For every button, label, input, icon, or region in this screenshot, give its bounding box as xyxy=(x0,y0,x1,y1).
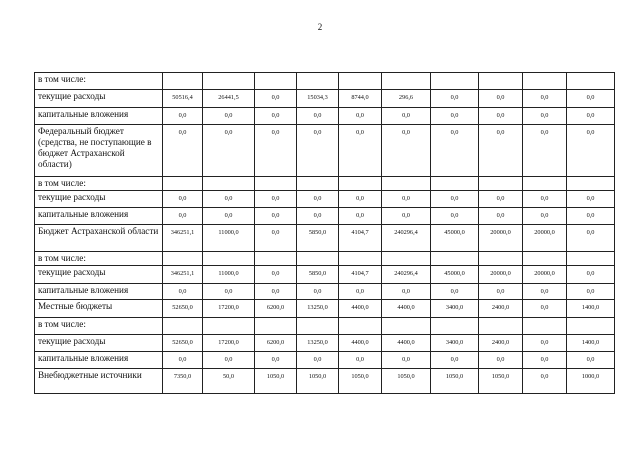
table-cell xyxy=(297,177,339,191)
table-cell: 0,0 xyxy=(567,125,615,177)
table-cell: 0,0 xyxy=(255,225,297,252)
row-label: Внебюджетные источники xyxy=(35,369,163,394)
table-cell: 20000,0 xyxy=(479,225,523,252)
table-cell: 11000,0 xyxy=(203,225,255,252)
table-cell: 0,0 xyxy=(523,335,567,352)
table-cell: 0,0 xyxy=(297,352,339,369)
table-cell xyxy=(431,177,479,191)
table-cell xyxy=(431,318,479,335)
table-cell: 0,0 xyxy=(297,108,339,125)
table-cell: 0,0 xyxy=(203,352,255,369)
table-cell xyxy=(523,73,567,90)
table-cell: 8744,0 xyxy=(339,90,382,108)
table-cell xyxy=(339,252,382,266)
table-cell xyxy=(479,177,523,191)
table-row xyxy=(35,73,615,90)
table-cell: 0,0 xyxy=(567,284,615,300)
table-cell: 0,0 xyxy=(255,352,297,369)
row-label: Федеральный бюджет (средства, не поступающие в бюджет Астраханской области) xyxy=(35,125,163,177)
table-cell: 1050,0 xyxy=(255,369,297,394)
table-cell: 0,0 xyxy=(431,125,479,177)
table-cell: 4104,7 xyxy=(339,266,382,284)
table-cell: 0,0 xyxy=(567,108,615,125)
table-cell: 0,0 xyxy=(523,90,567,108)
table-cell: 0,0 xyxy=(255,266,297,284)
table-cell: 1400,0 xyxy=(567,335,615,352)
table-cell xyxy=(297,73,339,90)
table-cell: 0,0 xyxy=(382,284,431,300)
table-cell: 4400,0 xyxy=(339,300,382,318)
table-cell: 0,0 xyxy=(567,266,615,284)
table-cell: 20000,0 xyxy=(523,225,567,252)
table-cell: 52650,0 xyxy=(163,300,203,318)
table-cell: 0,0 xyxy=(297,191,339,208)
table-cell: 0,0 xyxy=(163,284,203,300)
table-cell: 0,0 xyxy=(255,284,297,300)
table-row xyxy=(35,177,615,191)
table-cell xyxy=(255,252,297,266)
table-cell xyxy=(339,177,382,191)
table-cell: 0,0 xyxy=(523,284,567,300)
table-cell: 4400,0 xyxy=(382,300,431,318)
table-cell: 0,0 xyxy=(339,352,382,369)
table-cell xyxy=(163,73,203,90)
table-cell: 346251,1 xyxy=(163,225,203,252)
table-cell: 0,0 xyxy=(203,108,255,125)
table-row xyxy=(35,266,615,284)
table-cell: 240296,4 xyxy=(382,225,431,252)
table-cell: 7350,0 xyxy=(163,369,203,394)
table-cell xyxy=(523,318,567,335)
table-cell xyxy=(255,73,297,90)
table-cell: 1000,0 xyxy=(567,369,615,394)
table-cell: 0,0 xyxy=(567,191,615,208)
table-cell: 0,0 xyxy=(339,191,382,208)
table-cell xyxy=(567,252,615,266)
table-cell: 0,0 xyxy=(255,208,297,225)
table-cell: 0,0 xyxy=(431,284,479,300)
table-cell: 4400,0 xyxy=(339,335,382,352)
table-row xyxy=(35,252,615,266)
table-cell: 0,0 xyxy=(255,90,297,108)
table-cell: 1050,0 xyxy=(382,369,431,394)
table-cell: 0,0 xyxy=(479,208,523,225)
table-cell: 0,0 xyxy=(382,208,431,225)
table-cell: 45000,0 xyxy=(431,225,479,252)
table-row xyxy=(35,300,615,318)
table-cell xyxy=(163,252,203,266)
table-cell: 26441,5 xyxy=(203,90,255,108)
table-cell: 0,0 xyxy=(567,208,615,225)
table-cell: 0,0 xyxy=(382,125,431,177)
table-cell: 0,0 xyxy=(567,225,615,252)
table-cell: 45000,0 xyxy=(431,266,479,284)
table-cell: 0,0 xyxy=(382,108,431,125)
table-cell: 5850,0 xyxy=(297,225,339,252)
table-cell: 6200,0 xyxy=(255,300,297,318)
table-cell: 0,0 xyxy=(479,284,523,300)
table-cell: 0,0 xyxy=(479,108,523,125)
table-row xyxy=(35,369,615,394)
table-cell xyxy=(339,73,382,90)
table-cell: 0,0 xyxy=(163,125,203,177)
row-label: текущие расходы xyxy=(35,335,163,352)
table-cell: 0,0 xyxy=(255,191,297,208)
table-cell xyxy=(523,252,567,266)
table-cell: 0,0 xyxy=(523,191,567,208)
table-row xyxy=(35,191,615,208)
table-cell xyxy=(203,252,255,266)
table-cell xyxy=(203,73,255,90)
table-cell: 240296,4 xyxy=(382,266,431,284)
table-cell xyxy=(431,252,479,266)
table-cell: 15034,3 xyxy=(297,90,339,108)
table-cell: 0,0 xyxy=(203,208,255,225)
row-label: капитальные вложения xyxy=(35,284,163,300)
table-cell: 3400,0 xyxy=(431,335,479,352)
table-row xyxy=(35,208,615,225)
table-cell: 17200,0 xyxy=(203,335,255,352)
table-cell: 0,0 xyxy=(203,284,255,300)
row-label: в том числе: xyxy=(35,318,163,335)
table-cell: 0,0 xyxy=(382,352,431,369)
table-cell: 3400,0 xyxy=(431,300,479,318)
row-label: текущие расходы xyxy=(35,191,163,208)
table-cell: 1400,0 xyxy=(567,300,615,318)
table-cell: 6200,0 xyxy=(255,335,297,352)
row-label: в том числе: xyxy=(35,73,163,90)
table-cell: 2400,0 xyxy=(479,300,523,318)
table-cell: 50,0 xyxy=(203,369,255,394)
table-cell: 0,0 xyxy=(339,208,382,225)
table-cell: 52650,0 xyxy=(163,335,203,352)
table-cell: 0,0 xyxy=(163,191,203,208)
table-cell: 0,0 xyxy=(431,208,479,225)
table-cell: 13250,0 xyxy=(297,335,339,352)
table-cell xyxy=(163,177,203,191)
table-body xyxy=(35,73,615,394)
table-cell xyxy=(431,73,479,90)
table-cell xyxy=(567,318,615,335)
table-cell: 0,0 xyxy=(255,108,297,125)
row-label: Местные бюджеты xyxy=(35,300,163,318)
table-cell xyxy=(479,318,523,335)
table-cell: 0,0 xyxy=(523,300,567,318)
table-cell xyxy=(255,318,297,335)
table-cell xyxy=(567,177,615,191)
row-label: капитальные вложения xyxy=(35,108,163,125)
table-cell: 0,0 xyxy=(479,90,523,108)
table-cell xyxy=(567,73,615,90)
table-cell: 0,0 xyxy=(523,208,567,225)
table-cell: 0,0 xyxy=(163,352,203,369)
table-cell: 0,0 xyxy=(203,125,255,177)
table-cell: 20000,0 xyxy=(523,266,567,284)
table-cell: 4400,0 xyxy=(382,335,431,352)
table-cell: 11000,0 xyxy=(203,266,255,284)
table-cell xyxy=(479,73,523,90)
budget-table xyxy=(34,72,615,394)
table-cell: 0,0 xyxy=(523,369,567,394)
table-cell xyxy=(382,252,431,266)
table-row xyxy=(35,335,615,352)
table-cell: 13250,0 xyxy=(297,300,339,318)
table-cell xyxy=(523,177,567,191)
row-label: капитальные вложения xyxy=(35,352,163,369)
table-cell: 0,0 xyxy=(479,352,523,369)
table-cell: 296,6 xyxy=(382,90,431,108)
table-cell: 0,0 xyxy=(297,284,339,300)
table-cell: 0,0 xyxy=(339,284,382,300)
table-cell: 0,0 xyxy=(382,191,431,208)
table-cell: 5850,0 xyxy=(297,266,339,284)
table-cell xyxy=(382,73,431,90)
table-cell: 0,0 xyxy=(297,125,339,177)
table-cell xyxy=(297,318,339,335)
table-cell: 0,0 xyxy=(255,125,297,177)
table-cell: 0,0 xyxy=(163,208,203,225)
table-cell: 0,0 xyxy=(567,352,615,369)
table-cell: 0,0 xyxy=(431,108,479,125)
table-cell: 0,0 xyxy=(431,352,479,369)
table-cell xyxy=(382,318,431,335)
table-cell xyxy=(382,177,431,191)
table-cell xyxy=(479,252,523,266)
table-cell: 0,0 xyxy=(523,352,567,369)
table-cell: 1050,0 xyxy=(431,369,479,394)
table-cell: 0,0 xyxy=(479,191,523,208)
table-cell: 0,0 xyxy=(203,191,255,208)
table-row xyxy=(35,225,615,252)
table-cell: 4104,7 xyxy=(339,225,382,252)
row-label: капитальные вложения xyxy=(35,208,163,225)
table-cell xyxy=(339,318,382,335)
row-label: текущие расходы xyxy=(35,266,163,284)
table-cell: 20000,0 xyxy=(479,266,523,284)
table-cell: 0,0 xyxy=(431,191,479,208)
table-cell xyxy=(163,318,203,335)
row-label: Бюджет Астраханской области xyxy=(35,225,163,252)
table-cell: 0,0 xyxy=(523,108,567,125)
table-cell: 1050,0 xyxy=(479,369,523,394)
table-row xyxy=(35,284,615,300)
table-cell: 0,0 xyxy=(297,208,339,225)
table-cell: 0,0 xyxy=(567,90,615,108)
table-cell xyxy=(203,318,255,335)
table-cell: 0,0 xyxy=(163,108,203,125)
row-label: в том числе: xyxy=(35,177,163,191)
table-row xyxy=(35,125,615,177)
row-label: текущие расходы xyxy=(35,90,163,108)
table-row xyxy=(35,318,615,335)
table-cell: 0,0 xyxy=(339,108,382,125)
table-cell xyxy=(255,177,297,191)
table-cell: 0,0 xyxy=(339,125,382,177)
table-cell: 2400,0 xyxy=(479,335,523,352)
table-row xyxy=(35,352,615,369)
table-cell: 50516,4 xyxy=(163,90,203,108)
table-cell: 17200,0 xyxy=(203,300,255,318)
table-cell xyxy=(297,252,339,266)
table-cell: 0,0 xyxy=(479,125,523,177)
table-cell: 0,0 xyxy=(431,90,479,108)
table-row xyxy=(35,90,615,108)
table-cell xyxy=(203,177,255,191)
table-cell: 1050,0 xyxy=(339,369,382,394)
table-cell: 1050,0 xyxy=(297,369,339,394)
table-cell: 346251,1 xyxy=(163,266,203,284)
table-row xyxy=(35,108,615,125)
row-label: в том числе: xyxy=(35,252,163,266)
table-cell: 0,0 xyxy=(523,125,567,177)
page-number: 2 xyxy=(317,22,323,32)
